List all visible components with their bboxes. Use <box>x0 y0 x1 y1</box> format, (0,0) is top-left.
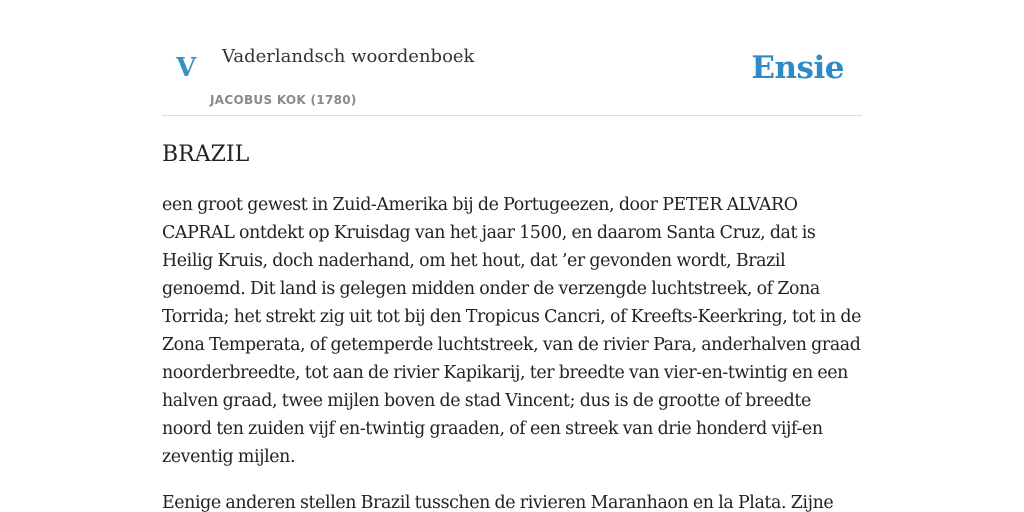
entry-headword: BRAZIL <box>162 142 250 167</box>
ensie-logo-link[interactable]: Ensie <box>751 50 844 86</box>
entry-paragraph: Eenige anderen stellen Brazil tusschen de rivieren Maranhaon en la Plata. Zijne <box>162 493 834 512</box>
entry-paragraph: een groot gewest in Zuid-Amerika bij de Portugeezen, door PETER ALVARO CAPRAL ontdekt op Kruisdag van het jaar 1500, en daarom Santa Cruz, dat is Heilig Kruis, doch naderhand, om het hout, dat ’er gevonden wordt, Brazil genoemd. Dit land is gelegen midden onder de verzengde luchtstreek, of Zona Torrida; het strekt zig uit tot bij den Tropicus Cancri, of Kreefts-Keerkring, tot in de Zona Temperata, of getemperde luchtstreek, van de rivier Para, anderhalven graad noorderbreedte, tot aan de rivier Kapikarij, ter breedte van vier-en-twintig en een halven graad, twee mijlen boven de stad Vincent; dus is de grootte of breedte noord ten zuiden vijf en-twintig graaden, of een streek van drie honderd vijf-en zeventig mijlen. <box>162 195 862 467</box>
book-author: JACOBUS KOK (1780) <box>210 93 357 107</box>
book-header <box>162 0 862 116</box>
book-title-link[interactable]: Vaderlandsch woordenboek <box>222 46 475 67</box>
book-letter-badge: V <box>176 53 197 83</box>
dictionary-entry <box>162 140 862 512</box>
